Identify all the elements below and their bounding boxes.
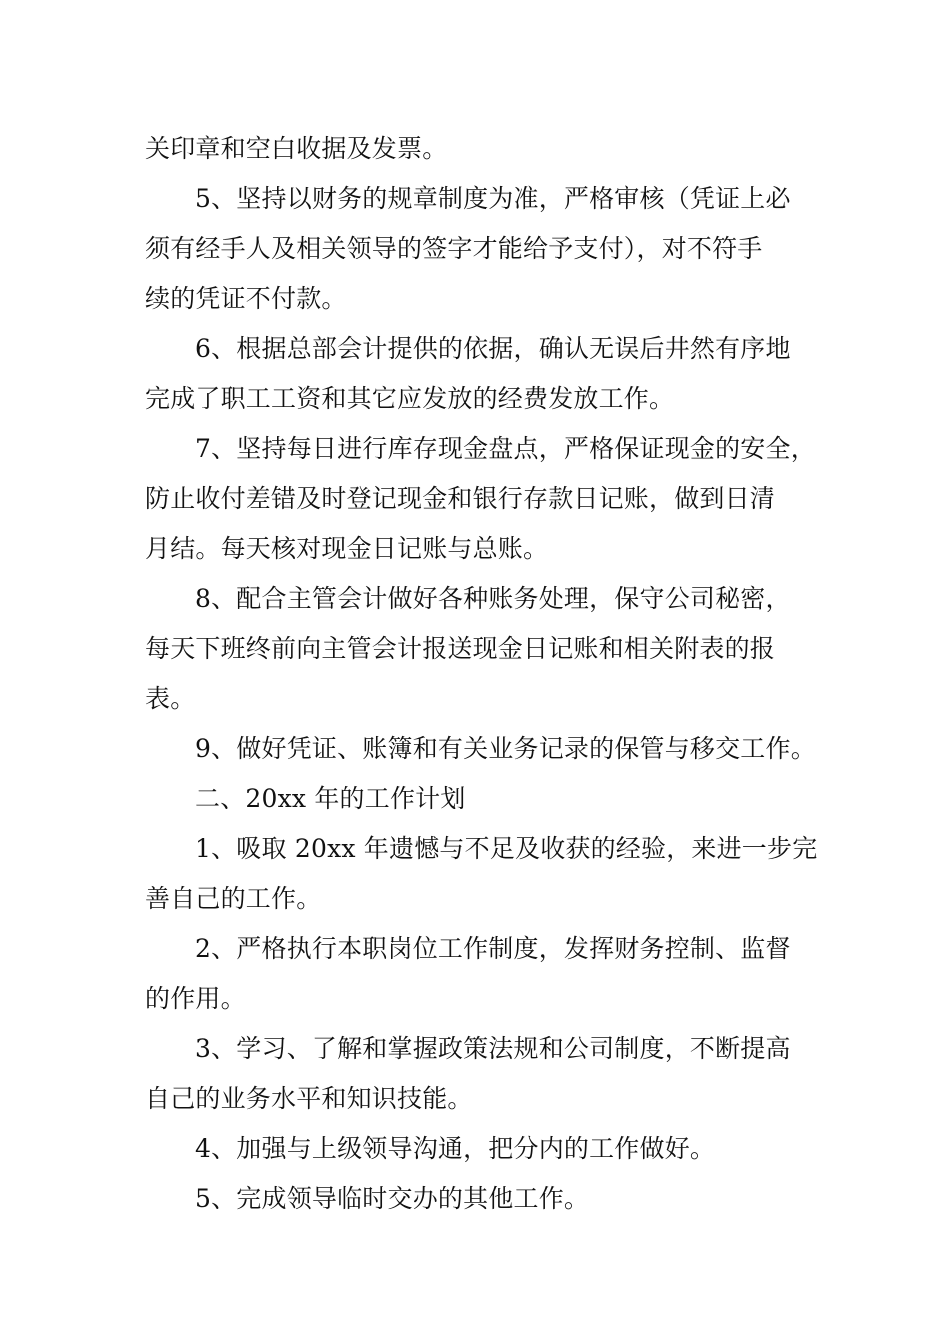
text-line: 5、完成领导临时交办的其他工作。 xyxy=(195,1184,590,1213)
text-line: 4、加强与上级领导沟通，把分内的工作做好。 xyxy=(195,1134,716,1163)
text-line: 5、坚持以财务的规章制度为准，严格审核（凭证上必 xyxy=(195,184,791,213)
text-line: 7、坚持每日进行库存现金盘点，严格保证现金的安全， xyxy=(195,434,816,463)
text-line: 须有经手人及相关领导的签字才能给予支付），对不符手 xyxy=(145,234,763,263)
text-line: 善自己的工作。 xyxy=(145,884,322,913)
text-line: 的作用。 xyxy=(145,984,246,1013)
text-line: 6、根据总部会计提供的依据，确认无误后井然有序地 xyxy=(195,334,791,363)
section-heading: 二、20xx 年的工作计划 xyxy=(195,784,466,813)
text-line: 2、严格执行本职岗位工作制度，发挥财务控制、监督 xyxy=(195,934,791,963)
text-line: 8、配合主管会计做好各种账务处理，保守公司秘密， xyxy=(195,584,791,613)
text-line: 9、做好凭证、账簿和有关业务记录的保管与移交工作。 xyxy=(195,734,816,763)
text-line: 3、学习、了解和掌握政策法规和公司制度，不断提高 xyxy=(195,1034,791,1063)
text-line: 1、吸取 20xx 年遗憾与不足及收获的经验，来进一步完 xyxy=(195,834,818,863)
text-line: 自己的业务水平和知识技能。 xyxy=(145,1084,473,1113)
text-line: 月结。每天核对现金日记账与总账。 xyxy=(145,534,549,563)
text-line: 表。 xyxy=(145,684,196,713)
text-line: 关印章和空白收据及发票。 xyxy=(145,134,448,163)
text-line: 防止收付差错及时登记现金和银行存款日记账，做到日清 xyxy=(145,484,776,513)
text-line: 续的凭证不付款。 xyxy=(145,284,347,313)
text-line: 完成了职工工资和其它应发放的经费发放工作。 xyxy=(145,384,675,413)
text-line: 每天下班终前向主管会计报送现金日记账和相关附表的报 xyxy=(145,634,776,663)
